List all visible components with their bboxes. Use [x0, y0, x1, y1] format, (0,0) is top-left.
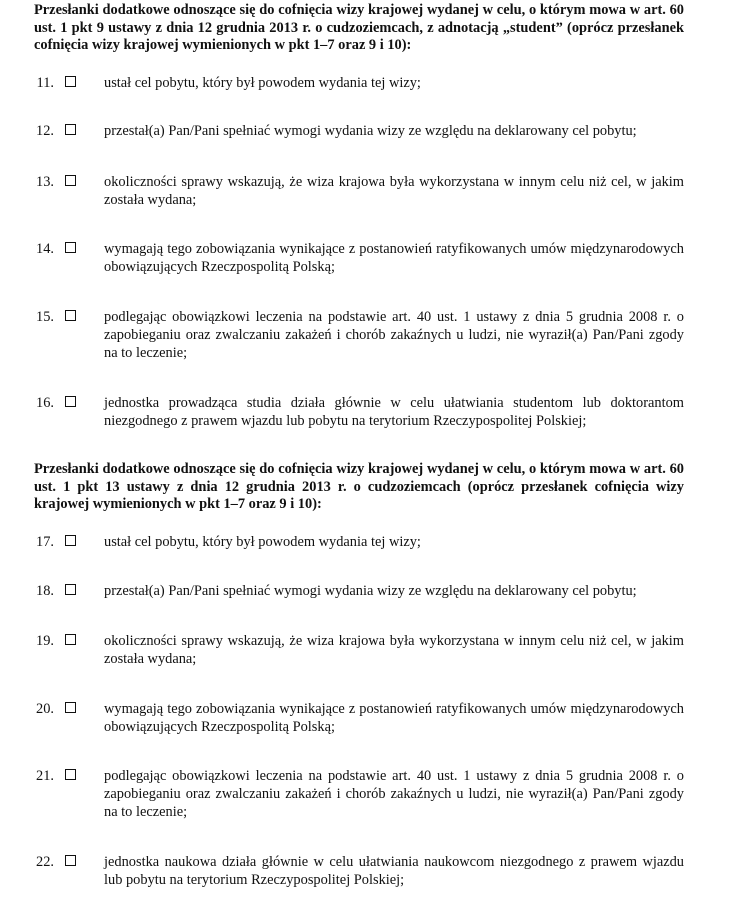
item-text: przestał(a) Pan/Pani spełniać wymogi wydania wizy ze względu na deklarowany cel pobytu; — [104, 583, 637, 599]
item-text: okoliczności sprawy wskazują, że wiza krajowa była wykorzystana w innym celu niż cel, w jakim została wydana; — [104, 174, 684, 208]
section-1-heading: Przesłanki dodatkowe odnoszące się do cofnięcia wizy krajowej wydanej w celu, o którym mowa w art. 60 ust. 1 pkt 9 ustawy z dnia 12 grudnia 2013 r. o cudzoziemcach, z adnotacją „student” (oprócz przesłanek cofnięcia wizy krajowej wymienionych w pkt 1–7 oraz 9 i 10): — [34, 2, 684, 53]
item-number: 13. — [36, 174, 54, 190]
item-number: 17. — [36, 534, 54, 550]
item-number: 18. — [36, 583, 54, 599]
item-text: wymagają tego zobowiązania wynikające z postanowień ratyfikowanych umów międzynarodowych obowiązujących Rzeczpospolitą Polską; — [104, 701, 684, 735]
item-number: 16. — [36, 395, 54, 411]
item-number: 20. — [36, 701, 54, 717]
item-number: 21. — [36, 768, 54, 784]
item-number: 22. — [36, 854, 54, 870]
item-text: okoliczności sprawy wskazują, że wiza krajowa była wykorzystana w innym celu niż cel, w jakim została wydana; — [104, 633, 684, 667]
checkbox-18[interactable] — [65, 584, 76, 595]
item-text: ustał cel pobytu, który był powodem wydania tej wizy; — [104, 534, 421, 550]
checkbox-13[interactable] — [65, 175, 76, 186]
checkbox-16[interactable] — [65, 396, 76, 407]
checkbox-20[interactable] — [65, 702, 76, 713]
checkbox-14[interactable] — [65, 242, 76, 253]
item-text: jednostka prowadząca studia działa głównie w celu ułatwiania studentom lub doktorantom niezgodnego z prawem wjazdu lub pobytu na terytorium Rzeczypospolitej Polskiej; — [104, 395, 684, 429]
item-number: 14. — [36, 241, 54, 257]
item-text: jednostka naukowa działa głównie w celu ułatwiania naukowcom niezgodnego z prawem wjazdu lub pobytu na terytorium Rzeczypospolitej Polskiej; — [104, 854, 684, 888]
checkbox-12[interactable] — [65, 124, 76, 135]
item-text: ustał cel pobytu, który był powodem wydania tej wizy; — [104, 75, 421, 91]
checkbox-15[interactable] — [65, 310, 76, 321]
checkbox-22[interactable] — [65, 855, 76, 866]
checkbox-21[interactable] — [65, 769, 76, 780]
item-text: wymagają tego zobowiązania wynikające z postanowień ratyfikowanych umów międzynarodowych obowiązujących Rzeczpospolitą Polską; — [104, 241, 684, 275]
item-number: 19. — [36, 633, 54, 649]
checkbox-17[interactable] — [65, 535, 76, 546]
checkbox-19[interactable] — [65, 634, 76, 645]
item-number: 11. — [36, 75, 54, 91]
item-text: podlegając obowiązkowi leczenia na podstawie art. 40 ust. 1 ustawy z dnia 5 grudnia 2008 r. o zapobieganiu oraz zwalczaniu zakażeń i chorób zakaźnych u ludzi, nie wyraził(a) Pan/Pani zgody na to leczenie; — [104, 309, 684, 361]
item-text: podlegając obowiązkowi leczenia na podstawie art. 40 ust. 1 ustawy z dnia 5 grudnia 2008 r. o zapobieganiu oraz zwalczaniu zakażeń i chorób zakaźnych u ludzi, nie wyraził(a) Pan/Pani zgody na to leczenie; — [104, 768, 684, 820]
item-text: przestał(a) Pan/Pani spełniać wymogi wydania wizy ze względu na deklarowany cel pobytu; — [104, 123, 637, 139]
item-number: 12. — [36, 123, 54, 139]
section-2-heading: Przesłanki dodatkowe odnoszące się do cofnięcia wizy krajowej wydanej w celu, o którym mowa w art. 60 ust. 1 pkt 13 ustawy z dnia 12 grudnia 2013 r. o cudzoziemcach (oprócz przesłanek cofnięcia wizy krajowej wymienionych w pkt 1–7 oraz 9 i 10): — [34, 461, 684, 512]
checkbox-11[interactable] — [65, 76, 76, 87]
item-number: 15. — [36, 309, 54, 325]
